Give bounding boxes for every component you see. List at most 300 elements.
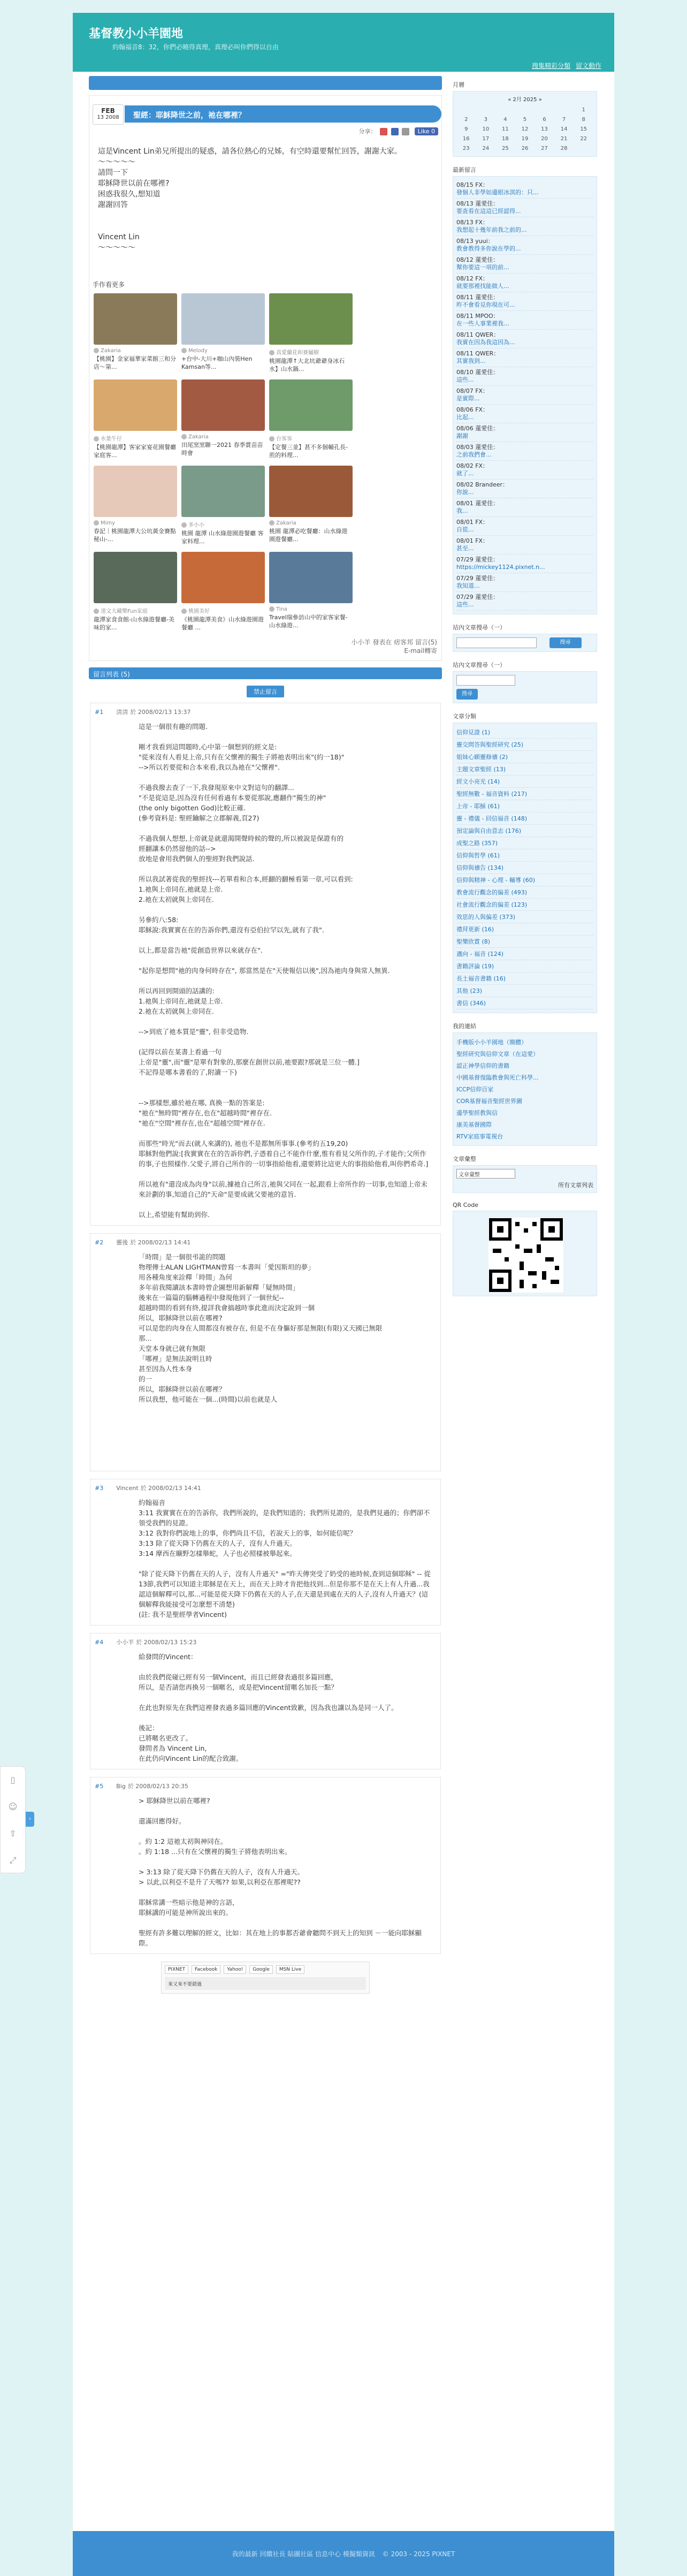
card-thumbnail[interactable]: [94, 466, 177, 517]
recent-comment-text[interactable]: 這些...: [456, 376, 474, 383]
share-msn-button[interactable]: MSN Live: [276, 1965, 304, 1974]
related-card[interactable]: [94, 293, 177, 373]
calendar-day[interactable]: 28: [560, 145, 568, 151]
share-facebook-button[interactable]: Facebook: [192, 1965, 220, 1974]
archive-link[interactable]: 所有文章列表: [558, 1182, 593, 1189]
search2-title: 站內文章搜尋（一）: [453, 662, 506, 668]
recent-comment-text[interactable]: 在一些人事業裡我...: [456, 320, 509, 327]
nav-link[interactable]: 留文動作: [575, 62, 601, 70]
calendar-day[interactable]: 25: [502, 145, 509, 151]
calendar-day[interactable]: 14: [560, 126, 568, 132]
comment-author[interactable]: 靈後: [116, 1239, 128, 1246]
reply-disabled-button[interactable]: 禁止留言: [247, 686, 284, 697]
recent-comment-text[interactable]: 幫你要這一項的前...: [456, 264, 509, 271]
avatar-icon: [181, 348, 187, 353]
recent-comment-text[interactable]: 就要那裡找能做人...: [456, 283, 509, 290]
related-card[interactable]: [181, 552, 265, 632]
post-month: FEB: [101, 107, 115, 115]
sidebar-link[interactable]: 手機版小小羊園地（簡體）: [456, 1039, 527, 1046]
comment-number[interactable]: #4: [95, 1639, 104, 1646]
share-float-icon[interactable]: ⇪: [9, 1828, 17, 1838]
related-card[interactable]: [269, 552, 353, 632]
card-thumbnail[interactable]: [269, 466, 353, 517]
recent-comment-item[interactable]: [456, 180, 593, 199]
related-card[interactable]: [181, 379, 265, 459]
comment-line: [139, 864, 432, 874]
comment-number[interactable]: #3: [95, 1485, 104, 1492]
calendar-day[interactable]: 21: [560, 135, 568, 142]
calendar-day[interactable]: 8: [582, 116, 585, 123]
comment-line: 用各種角度來詮釋「時間」為何: [139, 1273, 233, 1281]
related-card[interactable]: [94, 379, 177, 459]
comment-line: 的一: [139, 1375, 152, 1383]
comment-date: 於 2008/02/13 15:23: [136, 1639, 197, 1646]
category-item[interactable]: 信仰見證 (1): [456, 726, 593, 739]
email-forward-link[interactable]: E-mail轉寄: [404, 647, 437, 655]
avatar-icon: [181, 609, 187, 614]
comment-line: 「哪裡」是無法說明且時: [139, 1355, 212, 1363]
category-item[interactable]: 預定論與自由意志 (176): [456, 825, 593, 837]
comment-date: 於 2008/02/13 14:41: [130, 1239, 191, 1246]
next-month-icon[interactable]: »: [538, 97, 542, 103]
main-column: [89, 76, 442, 1994]
comment: [90, 703, 441, 1226]
calendar-day[interactable]: 6: [543, 116, 546, 123]
card-thumbnail[interactable]: [181, 293, 265, 345]
card-meta: [181, 520, 265, 528]
recent-comment-author: 08/13 FX：: [456, 219, 489, 226]
category-item[interactable]: 聖樂欣賞 (8): [456, 936, 593, 948]
comment-list: [89, 703, 442, 1954]
calendar-day[interactable]: 17: [482, 135, 490, 142]
recent-comment-text[interactable]: 就了...: [456, 470, 474, 477]
sidebar-link[interactable]: 聖經研究與信仰文章（在這愛）: [456, 1051, 539, 1058]
recent-comment-item[interactable]: [456, 480, 593, 498]
recent-comment-text[interactable]: 發個人非學如邊眼冰淇的：只...: [456, 189, 539, 196]
sidebar-link[interactable]: 中國基督復臨教會與死亡科學...: [456, 1074, 539, 1081]
comment-line: 所以再回到開頭的話講的:: [139, 987, 215, 995]
post-paragraph: [98, 210, 433, 221]
calendar-day[interactable]: 1: [582, 107, 585, 113]
calendar-day[interactable]: 18: [502, 135, 509, 142]
related-card[interactable]: [181, 293, 265, 373]
recent-comment-item[interactable]: [456, 498, 593, 517]
comment-line: [139, 732, 432, 742]
calendar-day[interactable]: 10: [482, 126, 490, 132]
related-grid: [89, 293, 441, 638]
recent-comment-item[interactable]: [456, 592, 593, 611]
post-paragraph: Vincent Lin: [98, 233, 140, 241]
calendar-day[interactable]: 27: [541, 145, 548, 151]
recent-comment-item[interactable]: [456, 367, 593, 386]
calendar-day[interactable]: 16: [462, 135, 470, 142]
card-caption[interactable]: 【桃園】金家福華家菜館三和分店～第...: [94, 355, 176, 370]
card-caption[interactable]: Travel瑞參訪山中的家客家餐-山水綠遊...: [269, 614, 348, 629]
recent-comment-text[interactable]: 你說...: [456, 489, 474, 496]
card-meta: [94, 348, 177, 354]
avatar-icon: [181, 434, 187, 439]
card-caption[interactable]: 桃園 龍潭必吃餐廳：山水綠遊園遊餐廳...: [269, 528, 348, 543]
comment-line: 所以，耶穌降世以前在哪裡?: [139, 1314, 223, 1322]
sidebar: [453, 76, 597, 1296]
comment-author[interactable]: Vincent: [116, 1485, 139, 1492]
comment-line: 3:13 除了從天降下仍舊在天的人子，沒有人升過天。: [139, 1539, 296, 1547]
calendar-day[interactable]: 13: [541, 126, 548, 132]
card-thumbnail[interactable]: [181, 379, 265, 431]
comment-line: 後來在一篇篇的腦轉過程中發現他到了一個世紀--: [139, 1294, 284, 1302]
category-item[interactable]: 邁向 - 福音 (124): [456, 948, 593, 960]
comment-line: [139, 1435, 432, 1445]
card-caption[interactable]: 桃園龍潭↑大北坑爺爺身冰石水】山水鍋...: [269, 358, 345, 373]
card-thumbnail[interactable]: [94, 293, 177, 345]
share-row: [89, 127, 441, 141]
category-item[interactable]: 效思的人與偏差 (373): [456, 911, 593, 923]
recent-comment-author: 08/15 FX：: [456, 181, 489, 188]
comment-number[interactable]: #2: [95, 1239, 104, 1246]
category-item[interactable]: 書信 (346): [456, 997, 593, 1009]
search2-input[interactable]: [456, 675, 515, 686]
recent-title: 最新留言: [453, 166, 476, 173]
recent-comment-text[interactable]: 是實際...: [456, 395, 480, 402]
footer-links[interactable]: 我的最新 回饋社長 貼圖社區 信息中心 模擬類資訊: [232, 2550, 375, 2558]
category-item[interactable]: 禮拜更新 (16): [456, 923, 593, 936]
calendar-day[interactable]: 5: [523, 116, 527, 123]
card-caption[interactable]: 《桃園龍潭美食》山水綠遊園遊餐廳 ...: [181, 616, 264, 631]
recent-comment-author: 07/29 蓮愛佳：: [456, 594, 499, 601]
recent-comment-text[interactable]: 昨不會看見你現在可...: [456, 301, 515, 308]
comment-line: -->那樣想,雖於祂在哪, 真換一點的答案是:: [139, 1099, 265, 1107]
recent-comment-author: 08/01 FX：: [456, 519, 489, 526]
related-card[interactable]: [94, 552, 177, 632]
category-item[interactable]: 社會流行觀念的偏差 (123): [456, 899, 593, 911]
related-card[interactable]: [269, 379, 353, 459]
comment-line: 3:12 我對你們說地上的事，你們尚且不信，若說天上的事，如何能信呢？: [139, 1529, 357, 1537]
comment-line: [139, 1887, 432, 1897]
card-thumbnail[interactable]: [94, 552, 177, 603]
category-item[interactable]: 書籍評論 (19): [456, 960, 593, 972]
recent-comment-author: 08/02 FX：: [456, 462, 489, 469]
comment-author[interactable]: 小小羊: [116, 1639, 134, 1646]
recent-comment-text[interactable]: 自從...: [456, 526, 474, 533]
category-item[interactable]: 教會流行觀念的偏差 (493): [456, 886, 593, 899]
share-google-button[interactable]: Google: [249, 1965, 273, 1974]
card-thumbnail[interactable]: [94, 379, 177, 431]
qr-box: [453, 1211, 597, 1296]
recent-comment-author: 08/06 蓮愛佳：: [456, 425, 499, 432]
plurk-icon[interactable]: [380, 128, 387, 135]
archive-title: 文章彙整: [453, 1156, 476, 1162]
recent-comment-text[interactable]: 教會教得多你說在學的...: [456, 245, 521, 252]
card-author: Zakaria: [276, 520, 296, 526]
category-item[interactable]: 信仰與哲學 (61): [456, 849, 593, 862]
comment-number[interactable]: #5: [95, 1783, 104, 1790]
sidebar-link[interactable]: 康美基督國際: [456, 1121, 492, 1128]
card-thumbnail[interactable]: [269, 552, 353, 603]
comment-number[interactable]: #1: [95, 709, 104, 716]
card-author: Zakaria: [101, 348, 121, 354]
recent-comment-item[interactable]: [456, 517, 593, 536]
comment-line: 可以是您的肉身在人間都沒有被存在, 但是不在身軀好那是無限(有限)又天國已無限: [139, 1324, 383, 1332]
recent-comment-item[interactable]: [456, 255, 593, 273]
facebook-icon[interactable]: [391, 128, 399, 135]
comment-line: [139, 955, 432, 966]
expand-tab-icon[interactable]: ›: [26, 1812, 34, 1827]
comment-line: [139, 1169, 432, 1179]
recent-comment-text[interactable]: 我...: [456, 507, 468, 514]
calendar-week: [456, 134, 593, 143]
comment-line: (參考資料是: 聖經鑰解之立郡解義,頁27): [139, 814, 259, 822]
post-paragraph: 耶穌降世以前在哪裡?: [98, 179, 170, 188]
post-paragraph: 謝謝回答: [98, 201, 128, 209]
share-yahoo-button[interactable]: Yahoo!: [224, 1965, 246, 1974]
category-item[interactable]: 信仰與精神 - 心理 - 輔導 (60): [456, 874, 593, 886]
search-box: [453, 634, 597, 652]
search2-button[interactable]: 搜尋: [456, 689, 478, 700]
comment-line: 耶穌常講一些暗示他是神的言語，: [139, 1898, 239, 1906]
comment-line: "不是從這是,因為沒有任何看過有本要從那說,應翻作"獨生的神": [139, 794, 326, 802]
calendar-day[interactable]: 2: [464, 116, 468, 123]
calendar-day: [476, 105, 496, 115]
comment-line: [139, 1404, 432, 1415]
recent-comment-text[interactable]: 甚至...: [456, 545, 474, 552]
comment-line: [139, 823, 432, 833]
sidebar-link[interactable]: COR基督福音聖經世界圖: [456, 1098, 522, 1105]
card-caption[interactable]: 【定餐三並】甚不多個輔孔長-煎的料理...: [269, 444, 348, 459]
comment-line: [139, 1559, 432, 1569]
comment-header: [90, 706, 440, 717]
comment-line: 耶穌說:我實實在在的告訴你們,還沒有亞伯拉罕以先,就有了我".: [139, 926, 324, 934]
recent-comment-item[interactable]: [456, 573, 593, 592]
calendar-week: [456, 105, 593, 115]
comment-line: -->到底了祂本質是"靈", 但非受造物.: [139, 1028, 249, 1036]
comment-line: 所以祂有"還沒成為肉身"以前,據祂自己所言,祂與父同在一起,跟看上帝所作的一切事,也知道上帝未來計劃的事,知道自己的"天命"是要成就父要祂的意旨.: [139, 1180, 428, 1198]
recent-comment-author: 08/03 蓮愛佳：: [456, 444, 499, 451]
email-icon[interactable]: [402, 128, 409, 135]
comment-line: [139, 1445, 432, 1455]
share-pixnet-button[interactable]: PIXNET: [165, 1965, 188, 1974]
recent-comment-author: 08/10 蓮愛佳：: [456, 369, 499, 376]
calendar-day[interactable]: 7: [562, 116, 566, 123]
category-item[interactable]: 姐妹心願靈修禱 (2): [456, 751, 593, 763]
calendar-grid: [456, 105, 593, 153]
category-item[interactable]: 長土福音書籍 (16): [456, 972, 593, 985]
comment-line: [139, 1088, 432, 1098]
comment-line: [139, 976, 432, 986]
recent-comment-text[interactable]: https://mickey1124.pixnet.n...: [456, 564, 545, 571]
blog-title[interactable]: 基督教小小羊園地: [89, 27, 184, 41]
recent-comment-item[interactable]: [456, 405, 593, 423]
comment-author[interactable]: Big: [116, 1783, 126, 1790]
fb-like-button[interactable]: Like 0: [415, 127, 438, 135]
comment-line: 所以，耶穌降世以前在哪裡？: [139, 1385, 226, 1393]
recent-comment-text[interactable]: 謝謝: [456, 432, 468, 439]
emoji-float-icon[interactable]: ☺: [8, 1802, 18, 1812]
comment-line: 不記得是哪本書看的了,附讀一下): [139, 1068, 237, 1076]
card-caption[interactable]: +台中-大川+咖山內裝Hen Kamsan等...: [181, 355, 253, 370]
open-float-icon[interactable]: ⤢: [9, 1855, 17, 1865]
card-caption[interactable]: 田尾窯窯聯一2021 春季賞苗苗時會: [181, 442, 263, 457]
category-item[interactable]: 上帝 - 耶穌 (61): [456, 800, 593, 812]
recent-comment-text[interactable]: 之前我們會...: [456, 451, 492, 458]
category-item[interactable]: 信仰與禱告 (134): [456, 862, 593, 874]
post-title[interactable]: 聖經：耶穌降世之前，祂在哪裡？: [125, 105, 441, 123]
recent-comment-text[interactable]: 我知道...: [456, 582, 480, 589]
recent-comment-text[interactable]: 這些...: [456, 601, 474, 608]
comment-line: [139, 1077, 432, 1088]
card-caption[interactable]: 桃園 龍潭 山水綠遊園遊餐廳 客家料理...: [181, 530, 264, 545]
recent-comment-item[interactable]: [456, 236, 593, 255]
recent-comment-author: 08/02 Brandeer：: [456, 481, 509, 488]
calendar-day[interactable]: 20: [541, 135, 548, 142]
recent-comment-item[interactable]: [456, 442, 593, 461]
card-author: 真愛蘭花和賽屬樹: [276, 350, 319, 356]
category-item[interactable]: 成聖之路 (357): [456, 837, 593, 849]
calendar-day[interactable]: 15: [580, 126, 587, 132]
comment-line: (the only bigotten God)比較正確.: [139, 804, 246, 812]
comment-line: 在此也對原先在我們這裡發表過多篇回應的Vincent致歉，因為我也讓以為是同一人了。: [139, 1704, 398, 1712]
card-author: 水葉牛仔: [101, 436, 122, 442]
prev-month-icon[interactable]: «: [508, 97, 512, 103]
card-caption[interactable]: 春記｜桃園龍潭大公坑黃金賽點 秘山-...: [94, 528, 176, 543]
comment-line: > 耶穌降世以前在哪裡?: [139, 1797, 210, 1805]
comment-line: 。約 1:18 ...只有在父懷裡的獨生子將他表明出來。: [139, 1848, 292, 1856]
comment-body: [90, 717, 440, 1220]
recent-comment-item[interactable]: [456, 217, 593, 236]
recent-comment-item[interactable]: [456, 330, 593, 348]
header-nav: [529, 61, 601, 70]
search-button[interactable]: 搜尋: [549, 637, 582, 648]
comment-line: 約翰福音: [139, 1499, 166, 1507]
comment-line: [139, 1415, 432, 1425]
comment-line: [139, 1806, 432, 1816]
sidebar-link[interactable]: 邊學聖經教與信: [456, 1110, 498, 1116]
comment-line: 1.祂與上帝同在,祂就是上帝.: [139, 885, 223, 893]
related-card[interactable]: [181, 466, 265, 545]
post-foot-info[interactable]: 小小羊 發表在 痞客邦 留言(5): [351, 639, 437, 646]
search-input[interactable]: [456, 637, 537, 648]
comment-line: 發問者為 Vincent Lin，: [139, 1744, 211, 1752]
recent-comment-text[interactable]: 比起...: [456, 414, 474, 421]
comment-line: [139, 1037, 432, 1047]
calendar-day: [535, 105, 554, 115]
related-card[interactable]: [269, 293, 353, 373]
comment-line: 所以我試著從我的聖經找---若單看和合本,經翻的翻極看第一章,可以看到:: [139, 875, 353, 883]
ad-banner[interactable]: 來又來不要錯過: [165, 1977, 366, 1990]
calendar-day[interactable]: 11: [502, 126, 509, 132]
comment-line: [139, 1692, 432, 1703]
comment-line: 2.祂在太初就與上帝同在.: [139, 895, 214, 903]
calendar-day[interactable]: 26: [521, 145, 529, 151]
nav-link[interactable]: 搜集精彩分類: [532, 62, 571, 70]
calendar-day[interactable]: 23: [462, 145, 470, 151]
calendar-day[interactable]: 4: [503, 116, 507, 123]
recent-comments: [453, 176, 597, 614]
recent-comment-item[interactable]: [456, 386, 593, 405]
card-caption[interactable]: 龍潭家食食館-山水綠遊餐廳-美味的家...: [94, 616, 174, 631]
post-header: [89, 103, 441, 127]
comment-line: 耶穌講的可能是神所說出來的。: [139, 1909, 233, 1917]
comment-line: 經翻讓本仍然留他的話-->: [139, 845, 216, 853]
calendar-day[interactable]: 22: [580, 135, 587, 142]
category-item[interactable]: 靈 - 禮儀 - 回信福音 (148): [456, 812, 593, 825]
sidebar-link[interactable]: RTV家庭事電視台: [456, 1133, 503, 1140]
calendar-day[interactable]: 3: [484, 116, 488, 123]
top-bar: [89, 76, 442, 90]
card-thumbnail[interactable]: [269, 379, 353, 431]
recent-comment-item[interactable]: [456, 554, 593, 573]
recent-comment-item[interactable]: [456, 348, 593, 367]
recent-comment-item[interactable]: [456, 423, 593, 442]
related-card[interactable]: [269, 466, 353, 545]
recent-comment-item[interactable]: [456, 273, 593, 292]
sidebar-link[interactable]: 認正神學信仰的書籍: [456, 1062, 509, 1069]
category-item[interactable]: 其他 (23): [456, 985, 593, 997]
comment-line: 所以我想，他可能在一個...(時間)以前也就是人: [139, 1395, 278, 1403]
card-meta: [269, 606, 353, 612]
card-caption[interactable]: 【桃園龍潭】客家家宴花園餐廳 家庭客...: [94, 444, 176, 459]
comment-line: 聖經有許多難以理解的經文，比如：其在地上的事都否爺會聽問不到天上的知到 －一能向耶穌顯際。: [139, 1929, 422, 1947]
recent-comment-item[interactable]: [456, 292, 593, 311]
recent-comment-item[interactable]: [456, 199, 593, 217]
recent-comment-item[interactable]: [456, 461, 593, 480]
card-meta: [94, 520, 177, 526]
comment-line: [139, 905, 432, 915]
category-item[interactable]: 聖經無數 - 福音資料 (217): [456, 788, 593, 800]
recent-comment-item[interactable]: [456, 536, 593, 554]
article: [89, 95, 442, 661]
post-paragraph: [98, 221, 433, 232]
card-author: Zakaria: [188, 434, 209, 440]
comment-line: 另參約八:58:: [139, 916, 179, 924]
recent-comment-text[interactable]: 我實在因為我這因為...: [456, 339, 515, 346]
comment: [90, 1633, 441, 1769]
card-author: 桃園美好: [188, 609, 210, 614]
recent-comment-item[interactable]: [456, 311, 593, 330]
comment-line: 還滿回應得好。: [139, 1817, 186, 1825]
recent-comment-text[interactable]: 我想起十幾年前我之前的...: [456, 226, 527, 233]
comment-float-icon[interactable]: ▯: [10, 1775, 16, 1785]
card-thumbnail[interactable]: [181, 466, 265, 517]
calendar-day[interactable]: 12: [521, 126, 529, 132]
comment-author[interactable]: 清清: [116, 709, 128, 716]
comment-line: 3:14 摩西在曠野怎樣舉蛇，人子也必照樣被舉起來。: [139, 1549, 296, 1557]
sidebar-link[interactable]: ICCP信仰百家: [456, 1086, 494, 1093]
calendar-day[interactable]: 19: [521, 135, 529, 142]
calendar-day[interactable]: 9: [464, 126, 468, 132]
card-thumbnail[interactable]: [269, 293, 353, 345]
card-meta: [181, 606, 265, 614]
card-thumbnail[interactable]: [181, 552, 265, 603]
calendar: [453, 91, 597, 157]
comment-body: [90, 1647, 440, 1764]
calendar-month: [456, 95, 593, 103]
comment-line: 給發問的Vincent：: [139, 1653, 197, 1661]
category-item[interactable]: 主題文章聖經 (13): [456, 763, 593, 776]
blog-header: [73, 13, 614, 72]
related-card[interactable]: [94, 466, 177, 545]
blog-subtitle: 約翰福音8：32，你們必曉得真理，真理必叫你們得以自由: [112, 43, 279, 51]
calendar-day[interactable]: 24: [482, 145, 490, 151]
recent-comment-text[interactable]: 要查看在這這已經認得...: [456, 208, 521, 215]
calendar-day: [495, 105, 515, 115]
comment-line: -->所以若要從和合本來看,我以為祂在"父懷裡".: [139, 763, 280, 771]
category-item[interactable]: 經文小亮光 (14): [456, 776, 593, 788]
avatar-icon: [269, 606, 274, 612]
archive-select[interactable]: 文章彙整: [456, 1169, 515, 1179]
category-item[interactable]: 靈交問答與聖經研究 (25): [456, 739, 593, 751]
date-badge: [93, 104, 124, 125]
recent-comment-text[interactable]: 其實我到...: [456, 358, 486, 364]
